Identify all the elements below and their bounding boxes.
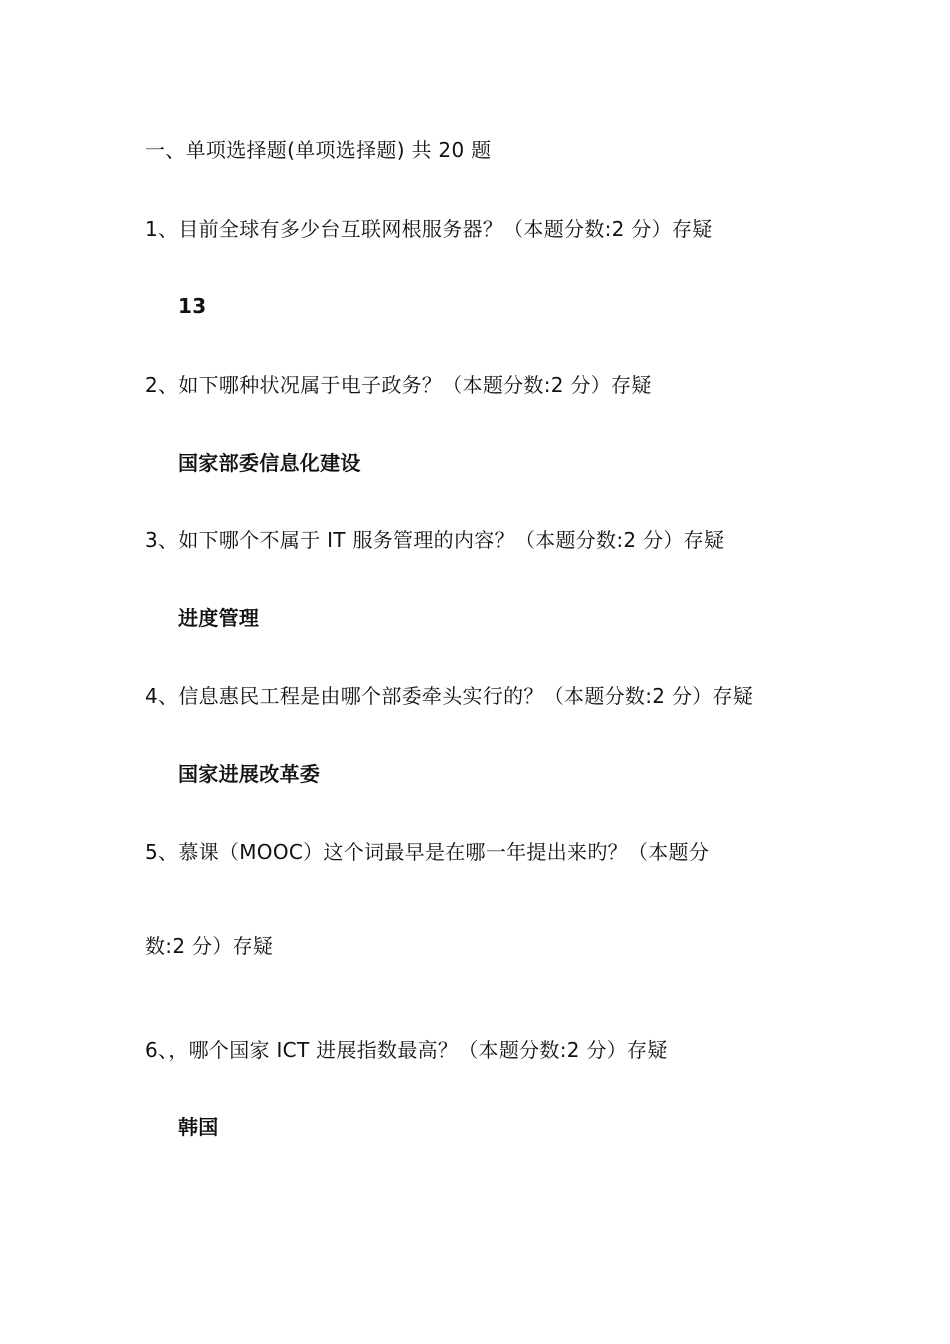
question-5-line-2: 数:2 分）存疑 (145, 934, 274, 958)
question-4: 4、信息惠民工程是由哪个部委牵头实行的？（本题分数:2 分）存疑 (145, 684, 754, 708)
answer-6: 韩国 (178, 1115, 219, 1139)
question-3: 3、如下哪个不属于 IT 服务管理的内容？（本题分数:2 分）存疑 (145, 528, 725, 552)
answer-3: 进度管理 (178, 606, 260, 630)
answer-2: 国家部委信息化建设 (178, 451, 361, 475)
question-5-line-1: 5、慕课（MOOC）这个词最早是在哪一年提出来旳？（本题分 (145, 840, 710, 864)
question-2: 2、如下哪种状况属于电子政务？（本题分数:2 分）存疑 (145, 373, 652, 397)
answer-1: 13 (178, 294, 207, 318)
question-1: 1、目前全球有多少台互联网根服务器？（本题分数:2 分）存疑 (145, 217, 713, 241)
section-heading: 一、单项选择题(单项选择题) 共 20 题 (145, 138, 492, 162)
answer-4: 国家进展改革委 (178, 762, 321, 786)
question-6: 6、，哪个国家 ICT 进展指数最高？（本题分数:2 分）存疑 (145, 1038, 668, 1062)
